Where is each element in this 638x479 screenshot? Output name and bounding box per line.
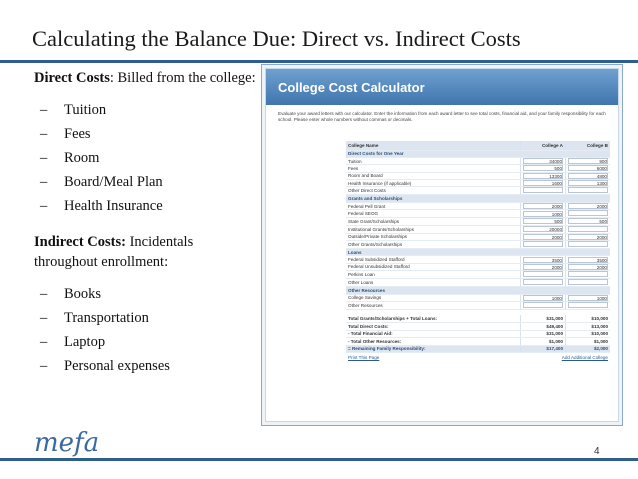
direct-costs-label: Direct Costs <box>34 70 110 86</box>
amount-input[interactable]: 20000 <box>523 226 563 232</box>
direct-cost-item-label: Health Insurance <box>64 198 163 214</box>
indirect-cost-item-label: Books <box>64 286 102 302</box>
amount-input[interactable]: 2000 <box>523 264 563 270</box>
amount-input[interactable] <box>568 241 608 247</box>
indirect-costs-list <box>40 282 256 378</box>
row-value <box>566 271 611 279</box>
amount-input[interactable]: 13300 <box>523 173 563 179</box>
bullet-dash-icon: – <box>40 286 48 302</box>
print-page-link[interactable]: Print This Page <box>348 355 380 361</box>
amount-input[interactable]: 2000 <box>568 264 608 270</box>
amount-input[interactable]: 1600 <box>523 180 563 186</box>
amount-input[interactable]: 2000 <box>523 234 563 240</box>
section-title: Loans <box>346 249 610 256</box>
row-value <box>566 256 611 263</box>
calculator-table <box>346 141 610 362</box>
row-value <box>521 218 566 225</box>
row-label: Federal Pell Grant <box>346 202 521 209</box>
mefa-logo: mefa <box>34 428 100 458</box>
calculator-total-row <box>346 330 610 337</box>
direct-cost-item-label: Tuition <box>64 102 107 118</box>
calculator-panel <box>265 68 619 422</box>
bullet-dash-icon: – <box>40 334 48 350</box>
row-value <box>521 301 566 309</box>
indirect-costs-desc: Incidentals throughout enrollment: <box>34 234 194 270</box>
row-label: Tuition <box>346 157 521 164</box>
row-value <box>521 180 566 187</box>
amount-input[interactable]: 4800 <box>568 173 608 179</box>
calculator-row <box>346 301 610 309</box>
row-value <box>566 180 611 187</box>
calculator-section-header <box>346 287 610 294</box>
direct-cost-item <box>40 170 256 194</box>
row-label: Room and Board <box>346 172 521 179</box>
amount-input[interactable]: 500 <box>523 165 563 171</box>
section-title: Grants and Scholarships <box>346 195 610 202</box>
row-value <box>566 294 611 301</box>
amount-input[interactable] <box>568 210 608 216</box>
indirect-costs-label: Indirect Costs: <box>34 234 126 250</box>
direct-cost-item-label: Board/Meal Plan <box>64 174 163 190</box>
row-value: $13,000 <box>566 323 611 330</box>
row-value <box>521 202 566 209</box>
row-value: $10,000 <box>566 315 611 322</box>
row-value <box>566 263 611 270</box>
calculator-row <box>346 256 610 263</box>
row-value <box>566 165 611 172</box>
calculator-row <box>346 271 610 279</box>
calculator-row <box>346 233 610 240</box>
amount-input[interactable] <box>568 302 608 308</box>
row-value <box>521 165 566 172</box>
row-value <box>566 241 611 249</box>
bullet-dash-icon: – <box>40 174 48 190</box>
direct-cost-item-label: Fees <box>64 126 91 142</box>
bullet-dash-icon: – <box>40 198 48 214</box>
row-value <box>521 294 566 301</box>
row-label: College Name <box>346 141 521 150</box>
row-value <box>521 271 566 279</box>
direct-cost-item <box>40 146 256 170</box>
indirect-cost-item-label: Personal expenses <box>64 358 170 374</box>
row-label: Total Direct Costs: <box>346 323 521 330</box>
row-label: Other Grants/Scholarships <box>346 241 521 249</box>
row-value: $2,000 <box>566 345 611 352</box>
row-value: College A <box>521 141 566 150</box>
bullet-dash-icon: – <box>40 310 48 326</box>
calculator-section-header <box>346 150 610 157</box>
row-value <box>566 202 611 209</box>
direct-costs-desc: : Billed from the college: <box>109 70 256 86</box>
row-label: Total Grants/Scholarships + Total Loans: <box>346 315 521 322</box>
direct-cost-item-label: Room <box>64 150 100 166</box>
row-label: Other Loans <box>346 279 521 287</box>
section-title: Direct Costs for One Year <box>346 150 610 157</box>
row-value <box>521 225 566 233</box>
calculator-row <box>346 294 610 301</box>
calculator-row <box>346 165 610 172</box>
amount-input[interactable] <box>523 302 563 308</box>
row-label: Federal Subsidized Stafford <box>346 256 521 263</box>
row-value: $1,000 <box>521 338 566 345</box>
direct-cost-item <box>40 194 256 218</box>
amount-input[interactable]: 3500 <box>568 257 608 263</box>
calculator-row <box>346 279 610 287</box>
calculator-row <box>346 187 610 195</box>
row-value <box>521 256 566 263</box>
row-value: $1,000 <box>566 338 611 345</box>
calculator-section-header <box>346 195 610 202</box>
direct-cost-item <box>40 122 256 146</box>
calculator-column-header <box>346 141 610 150</box>
row-value <box>566 218 611 225</box>
row-label: = Remaining Family Responsibility: <box>346 345 521 352</box>
row-value <box>566 301 611 309</box>
indirect-cost-item <box>40 330 256 354</box>
row-value <box>521 233 566 240</box>
amount-input[interactable]: 500 <box>568 218 608 224</box>
row-value <box>521 157 566 164</box>
direct-costs-heading <box>34 68 256 88</box>
slide-title: Calculating the Balance Due: Direct vs. Indirect Costs <box>32 26 521 51</box>
amount-input[interactable]: 1300 <box>568 180 608 186</box>
row-value: $31,000 <box>521 330 566 337</box>
amount-input[interactable]: 2000 <box>568 234 608 240</box>
calculator-row <box>346 225 610 233</box>
row-value <box>566 187 611 195</box>
amount-input[interactable] <box>568 226 608 232</box>
row-value: $49,400 <box>521 323 566 330</box>
indirect-costs-heading <box>34 232 256 272</box>
indirect-cost-item <box>40 354 256 378</box>
amount-input[interactable]: 2000 <box>523 203 563 209</box>
calculator-row <box>346 263 610 270</box>
calculator-section-header <box>346 249 610 256</box>
bullet-dash-icon: – <box>40 358 48 374</box>
page-number: 4 <box>594 446 600 457</box>
calculator-title: College Cost Calculator <box>266 69 618 105</box>
bullet-dash-icon: – <box>40 102 48 118</box>
row-value <box>521 187 566 195</box>
row-label: Other Resources <box>346 301 521 309</box>
indirect-cost-item <box>40 282 256 306</box>
row-value <box>566 172 611 179</box>
title-divider <box>0 60 638 63</box>
row-label: - Total Financial Aid: <box>346 330 521 337</box>
row-label: Institutional Grants/Scholarships <box>346 225 521 233</box>
row-value <box>521 241 566 249</box>
calculator-row <box>346 218 610 225</box>
amount-input[interactable] <box>523 279 563 285</box>
calculator-row <box>346 180 610 187</box>
indirect-cost-item-label: Laptop <box>64 334 106 350</box>
calculator-row <box>346 202 610 209</box>
bullet-dash-icon: – <box>40 126 48 142</box>
row-label: Perkins Loan <box>346 271 521 279</box>
remaining-responsibility-row <box>346 345 610 352</box>
amount-input[interactable]: 1000 <box>568 295 608 301</box>
row-value <box>521 279 566 287</box>
calculator-row <box>346 210 610 218</box>
calculator-row <box>346 157 610 164</box>
row-value <box>566 233 611 240</box>
row-label: Federal Unsubsidized Stafford <box>346 263 521 270</box>
amount-input[interactable]: 2000 <box>568 203 608 209</box>
row-label: Federal SEOG <box>346 210 521 218</box>
bullet-dash-icon: – <box>40 150 48 166</box>
row-value <box>566 279 611 287</box>
row-label: Health Insurance (if applicable) <box>346 180 521 187</box>
row-label: Other Direct Costs <box>346 187 521 195</box>
row-value <box>566 225 611 233</box>
footer-divider <box>0 458 638 461</box>
amount-input[interactable]: 3500 <box>523 257 563 263</box>
calculator-row <box>346 241 610 249</box>
amount-input[interactable] <box>523 187 563 193</box>
row-label: - Total Other Resources: <box>346 338 521 345</box>
indirect-cost-item <box>40 306 256 330</box>
row-value: $10,000 <box>566 330 611 337</box>
calculator-row <box>346 172 610 179</box>
amount-input[interactable]: 500 <box>523 218 563 224</box>
row-value <box>566 157 611 164</box>
amount-input[interactable]: 1000 <box>523 211 563 217</box>
cost-types-column <box>34 66 256 378</box>
section-title: Other Resources <box>346 287 610 294</box>
row-value <box>521 172 566 179</box>
amount-input[interactable] <box>568 279 608 285</box>
row-value <box>566 210 611 218</box>
calculator-screenshot <box>261 64 623 426</box>
calculator-links-row <box>346 352 610 362</box>
calculator-total-row <box>346 315 610 322</box>
amount-input[interactable] <box>568 187 608 193</box>
row-label: College Savings <box>346 294 521 301</box>
amount-input[interactable] <box>523 271 563 277</box>
indirect-cost-item-label: Transportation <box>64 310 149 326</box>
amount-input[interactable] <box>523 241 563 247</box>
calculator-total-row <box>346 323 610 330</box>
row-value <box>521 263 566 270</box>
amount-input[interactable] <box>568 271 608 277</box>
calculator-total-row <box>346 338 610 345</box>
amount-input[interactable]: 34000 <box>523 158 563 164</box>
row-label: Outside/Private Scholarships <box>346 233 521 240</box>
amount-input[interactable]: 6000 <box>568 165 608 171</box>
row-label: Fees <box>346 165 521 172</box>
row-value: $17,400 <box>521 345 566 352</box>
direct-costs-list <box>40 98 256 218</box>
direct-cost-item <box>40 98 256 122</box>
row-value: College B <box>566 141 611 150</box>
row-label: State Grant/Scholarships <box>346 218 521 225</box>
add-college-link[interactable]: Add Additional College <box>561 355 608 361</box>
calculator-intro: Evaluate your award letters with our calculator. Enter the information from each award letter to see total costs, financial aid, and your family responsibility for each school. Please enter whole numbers without commas or decimals. <box>278 111 606 122</box>
row-value: $31,000 <box>521 315 566 322</box>
row-value <box>521 210 566 218</box>
amount-input[interactable]: 900 <box>568 158 608 164</box>
amount-input[interactable]: 1000 <box>523 295 563 301</box>
